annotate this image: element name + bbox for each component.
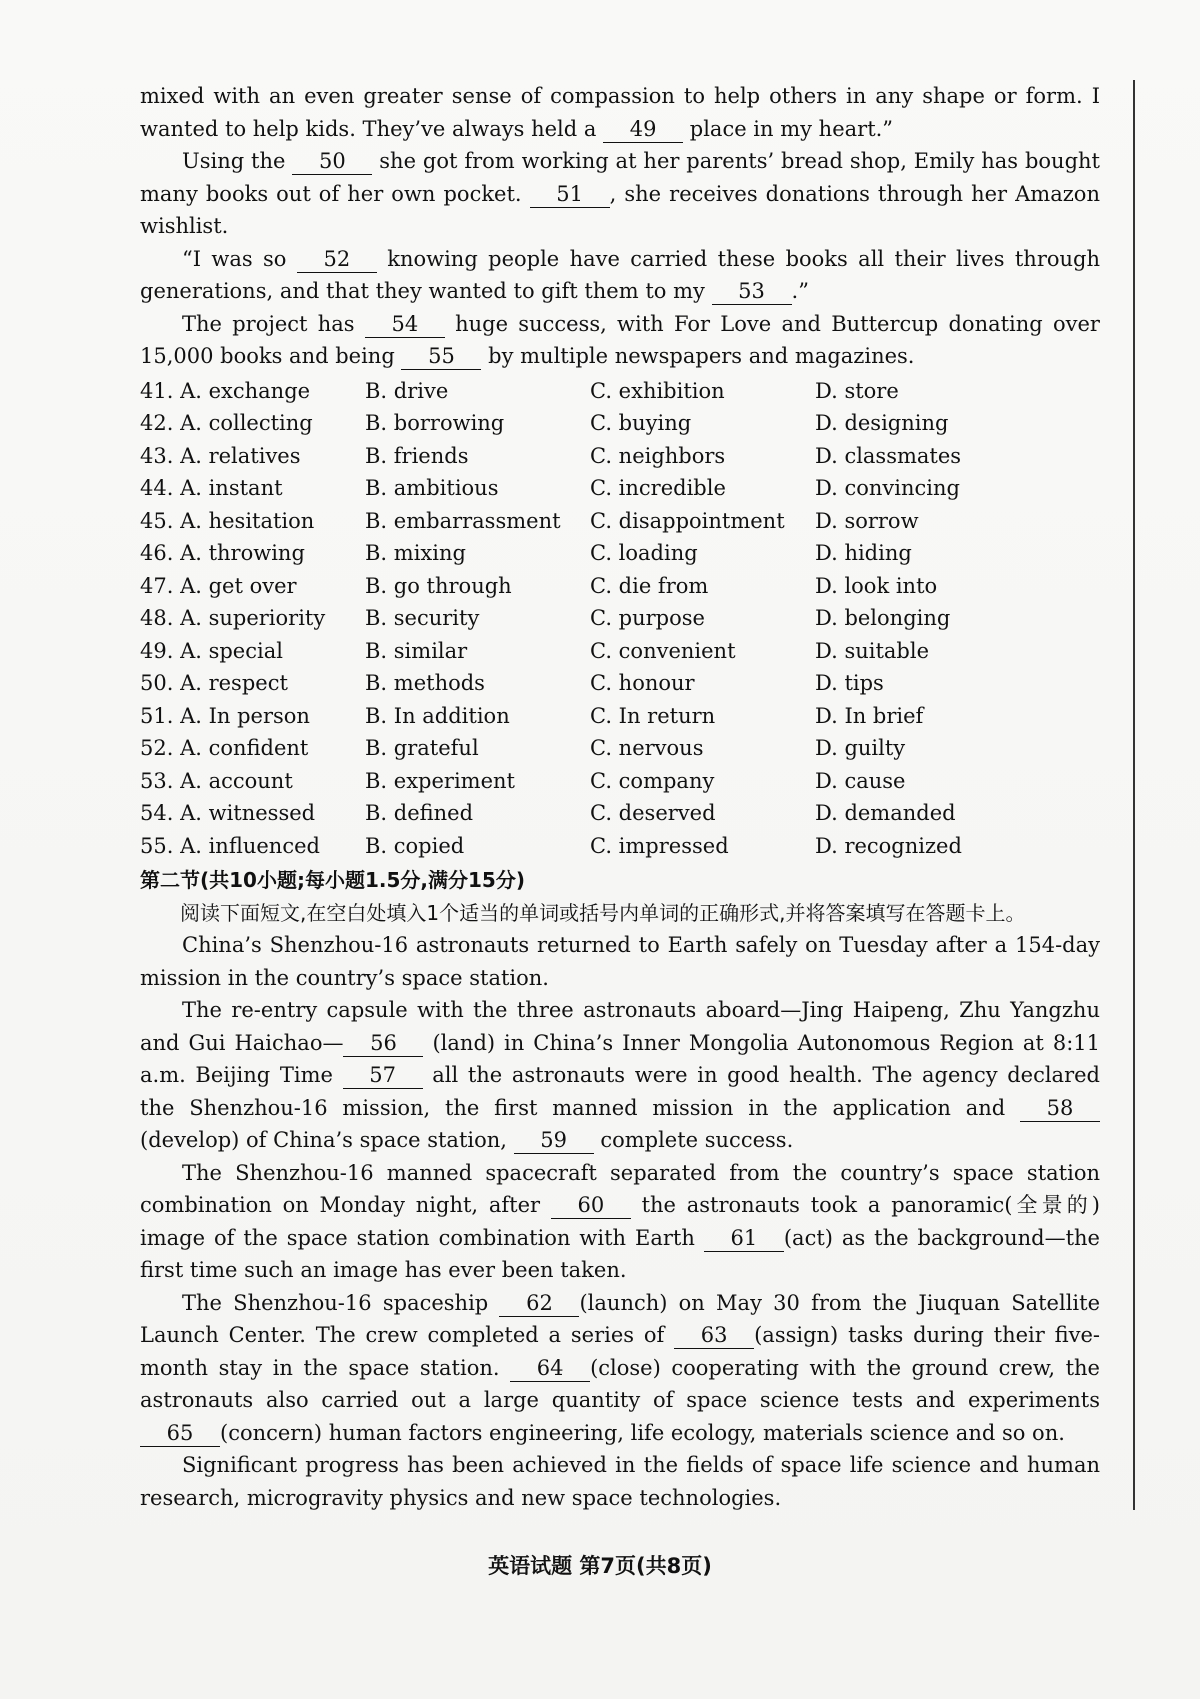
option[interactable]: C. die from <box>590 573 709 598</box>
option[interactable]: B. embarrassment <box>365 508 561 533</box>
option[interactable]: B. mixing <box>365 541 466 565</box>
option[interactable]: C. loading <box>590 541 698 565</box>
option[interactable]: B. methods <box>365 671 485 695</box>
option[interactable]: D. guilty <box>815 736 906 760</box>
passage-text: The Shenzhou-16 spaceship <box>182 1290 489 1315</box>
passage-text: the astronauts took a panoramic(全景的) image of the space station combination with Earth <box>140 1193 1100 1250</box>
passage-text: Using the <box>182 149 286 173</box>
option[interactable]: D. cause <box>815 768 906 793</box>
option[interactable]: D. hiding <box>815 541 912 565</box>
passage-text: (launch) on May 30 from the Jiuquan Satellite Launch Center. The crew completed a series of <box>140 1290 1101 1347</box>
option[interactable]: C. nervous <box>590 736 704 760</box>
option[interactable]: 51. A. In person <box>140 703 310 728</box>
option-row <box>140 830 1100 863</box>
answer-options <box>140 375 1100 863</box>
passage-text: she got from working at her parents’ bread shop, Emily has bought many books out of her own pocket. <box>140 149 1100 206</box>
blank-63: 63 <box>674 1322 754 1349</box>
option[interactable]: B. borrowing <box>365 411 505 435</box>
option[interactable]: 53. A. account <box>140 768 293 793</box>
option[interactable]: C. exhibition <box>590 378 725 403</box>
paragraph <box>140 80 1100 145</box>
option-row <box>140 505 1100 538</box>
option[interactable]: D. demanded <box>815 801 956 825</box>
option[interactable]: 43. A. relatives <box>140 443 301 468</box>
paragraph: China’s Shenzhou-16 astronauts returned to Earth safely on Tuesday after a 154-day mission in the country’s space station. <box>140 933 1100 990</box>
blank-52: 52 <box>297 246 377 273</box>
blank-61: 61 <box>704 1225 784 1252</box>
paragraph <box>140 308 1100 373</box>
option[interactable]: 54. A. witnessed <box>140 801 316 825</box>
option-row <box>140 407 1100 440</box>
passage-text: all the astronauts were in good health. The agency declared the Shenzhou-16 mission, the first manned mission in the application and <box>140 1063 1100 1120</box>
option[interactable]: D. convincing <box>815 476 960 500</box>
option[interactable]: D. In brief <box>815 703 924 728</box>
paragraph <box>140 1157 1100 1287</box>
option[interactable]: B. security <box>365 606 480 630</box>
option[interactable]: 46. A. throwing <box>140 541 305 565</box>
passage-text: (develop) of China’s space station, <box>140 1128 507 1152</box>
option[interactable]: D. sorrow <box>815 508 919 533</box>
option[interactable]: 47. A. get over <box>140 573 297 598</box>
option[interactable]: C. disappointment <box>590 508 785 533</box>
option[interactable]: D. store <box>815 378 899 403</box>
blank-60: 60 <box>551 1192 631 1219</box>
option[interactable]: D. tips <box>815 671 884 695</box>
page-footer: 英语试题 第7页(共8页) <box>488 1554 712 1578</box>
option-row <box>140 635 1100 668</box>
blank-51: 51 <box>530 181 610 208</box>
option[interactable]: C. deserved <box>590 801 716 825</box>
option[interactable]: B. grateful <box>365 736 479 760</box>
option[interactable]: B. copied <box>365 833 465 858</box>
option[interactable]: 44. A. instant <box>140 476 283 500</box>
paragraph <box>140 994 1100 1157</box>
passage-text: The project has <box>182 311 355 336</box>
blank-54: 54 <box>365 311 445 338</box>
option[interactable]: B. drive <box>365 378 449 403</box>
option[interactable]: B. defined <box>365 801 474 825</box>
option-row <box>140 602 1100 635</box>
option-row <box>140 732 1100 765</box>
option-row <box>140 537 1100 570</box>
blank-56: 56 <box>343 1030 423 1057</box>
blank-49: 49 <box>603 116 683 143</box>
option[interactable]: C. honour <box>590 671 695 695</box>
option-row <box>140 570 1100 603</box>
option[interactable]: 45. A. hesitation <box>140 508 315 533</box>
option-row <box>140 797 1100 830</box>
option[interactable]: 50. A. respect <box>140 671 288 695</box>
passage-text: huge success, with For Love and Buttercup donating over 15,000 books and being <box>140 311 1100 368</box>
blank-57: 57 <box>343 1062 423 1089</box>
passage-text: The re-entry capsule with the three astronauts aboard—Jing Haipeng, Zhu Yangzhu and Gui Haichao— <box>140 998 1100 1055</box>
blank-50: 50 <box>292 148 372 175</box>
passage-text: complete success. <box>600 1128 794 1152</box>
passage-text: knowing people have carried these books all their lives through generations, and that they wanted to gift them to my <box>140 246 1101 303</box>
paragraph <box>140 1287 1100 1450</box>
option[interactable]: 52. A. confident <box>140 736 309 760</box>
section-heading: 第二节(共10小题;每小题1.5分,满分15分) <box>140 868 525 892</box>
option[interactable]: C. company <box>590 768 715 793</box>
blank-53: 53 <box>712 278 792 305</box>
passage-text: (concern) human factors engineering, life ecology, materials science and so on. <box>220 1420 1065 1445</box>
option[interactable]: 55. A. influenced <box>140 833 320 858</box>
option[interactable]: 41. A. exchange <box>140 378 311 403</box>
option[interactable]: B. similar <box>365 638 468 663</box>
option[interactable]: 49. A. special <box>140 638 283 663</box>
option[interactable]: D. suitable <box>815 638 930 663</box>
paragraph: Significant progress has been achieved in the fields of space life science and human research, microgravity physics and new space technologies. <box>140 1453 1100 1510</box>
option-row <box>140 700 1100 733</box>
option[interactable]: C. incredible <box>590 476 726 500</box>
option[interactable]: C. impressed <box>590 833 729 858</box>
margin-rule <box>1133 80 1135 1510</box>
option[interactable]: B. experiment <box>365 768 515 793</box>
option[interactable]: D. belonging <box>815 606 951 630</box>
option[interactable]: D. classmates <box>815 443 962 468</box>
option[interactable]: C. neighbors <box>590 443 726 468</box>
option[interactable]: C. In return <box>590 703 716 728</box>
passage-text: “I was so <box>182 246 287 271</box>
paragraph <box>140 243 1100 308</box>
option[interactable]: C. buying <box>590 411 692 435</box>
option[interactable]: C. purpose <box>590 606 705 630</box>
option[interactable]: B. go through <box>365 573 512 598</box>
option[interactable]: 48. A. superiority <box>140 606 326 630</box>
passage-text: The Shenzhou-16 manned spacecraft separated from the country’s space station combination on Monday night, after <box>140 1160 1100 1217</box>
blank-65: 65 <box>140 1420 220 1447</box>
section-instruction: 阅读下面短文,在空白处填入1个适当的单词或括号内单词的正确形式,并将答案填写在答题卡上。 <box>180 900 1026 925</box>
passage-text: .” <box>791 279 809 303</box>
passage-text: mixed with an even greater sense of compassion to help others in any shape or form. I wanted to help kids. They’ve always held a <box>140 84 1100 141</box>
option-row <box>140 440 1100 473</box>
blank-58: 58 <box>1020 1095 1100 1122</box>
option[interactable]: 42. A. collecting <box>140 411 313 435</box>
option-row <box>140 472 1100 505</box>
option[interactable]: D. recognized <box>815 833 962 858</box>
option-row <box>140 765 1100 798</box>
option[interactable]: D. designing <box>815 411 949 435</box>
blank-55: 55 <box>401 343 481 370</box>
passage-text: (assign) tasks during their five-month stay in the space station. <box>140 1323 1100 1380</box>
paragraph <box>140 145 1100 243</box>
blank-59: 59 <box>514 1127 594 1154</box>
passage-text: (act) as the background—the first time such an image has ever been taken. <box>140 1225 1100 1282</box>
passage-text: by multiple newspapers and magazines. <box>488 344 915 368</box>
option[interactable]: B. ambitious <box>365 476 499 500</box>
passage-text: , she receives donations through her Amazon wishlist. <box>140 181 1100 238</box>
passage-text: (close) cooperating with the ground crew, the astronauts also carried out a large quantity of space science tests and experiments <box>140 1355 1100 1412</box>
page-content <box>140 80 1100 1514</box>
blank-62: 62 <box>499 1290 579 1317</box>
option[interactable]: B. friends <box>365 443 469 468</box>
option[interactable]: B. In addition <box>365 703 510 728</box>
option-row <box>140 667 1100 700</box>
passage-text: place in my heart.” <box>689 116 894 141</box>
passage-text: (land) in China’s Inner Mongolia Autonomous Region at 8:11 a.m. Beijing Time <box>140 1030 1101 1087</box>
option-row <box>140 375 1100 408</box>
blank-64: 64 <box>510 1355 590 1382</box>
option[interactable]: C. convenient <box>590 638 736 663</box>
option[interactable]: D. look into <box>815 573 938 598</box>
